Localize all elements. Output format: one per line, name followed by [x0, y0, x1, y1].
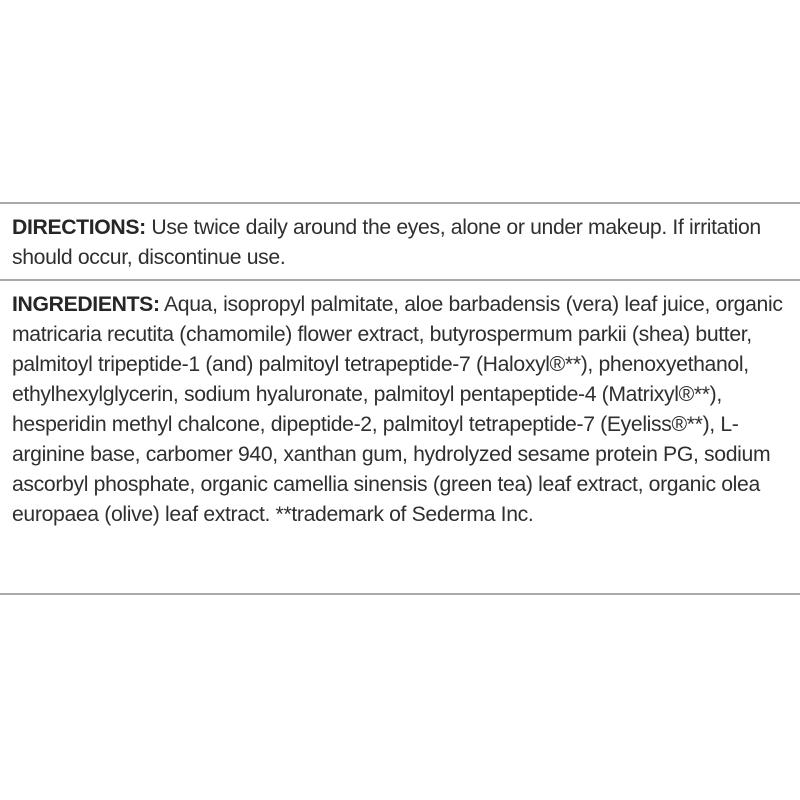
ingredients-text: Aqua, isopropyl palmitate, aloe barbadensis (vera) leaf juice, organic matricaria recutita (chamomile) flower extract, butyrospermum parkii (shea) butter, palmitoyl tripeptide-1 (and) palmitoyl tetrapeptide-7 (Haloxyl®**), phenoxyethanol, ethylhexylglycerin, sodium hyaluronate, palmitoyl pentapeptide-4 (Matrixyl®**), hesperidin methyl chalcone, dipeptide-2, palmitoyl tetrapeptide-7 (Eyeliss®**), L-arginine base, carbomer 940, xanthan gum, hydrolyzed sesame protein PG, sodium ascorbyl phosphate, organic camellia sinensis (green tea) leaf extract, organic olea europaea (olive) leaf extract. **trademark of Sederma Inc.	[12, 293, 783, 526]
directions-section	[12, 213, 794, 273]
divider-middle	[0, 279, 800, 281]
divider-bottom	[0, 593, 800, 595]
ingredients-section	[12, 290, 794, 530]
divider-top	[0, 202, 800, 204]
directions-label: DIRECTIONS:	[12, 216, 146, 239]
ingredients-label: INGREDIENTS:	[12, 293, 160, 316]
directions-text: Use twice daily around the eyes, alone or under makeup. If irritation should occur, discontinue use.	[12, 216, 761, 269]
